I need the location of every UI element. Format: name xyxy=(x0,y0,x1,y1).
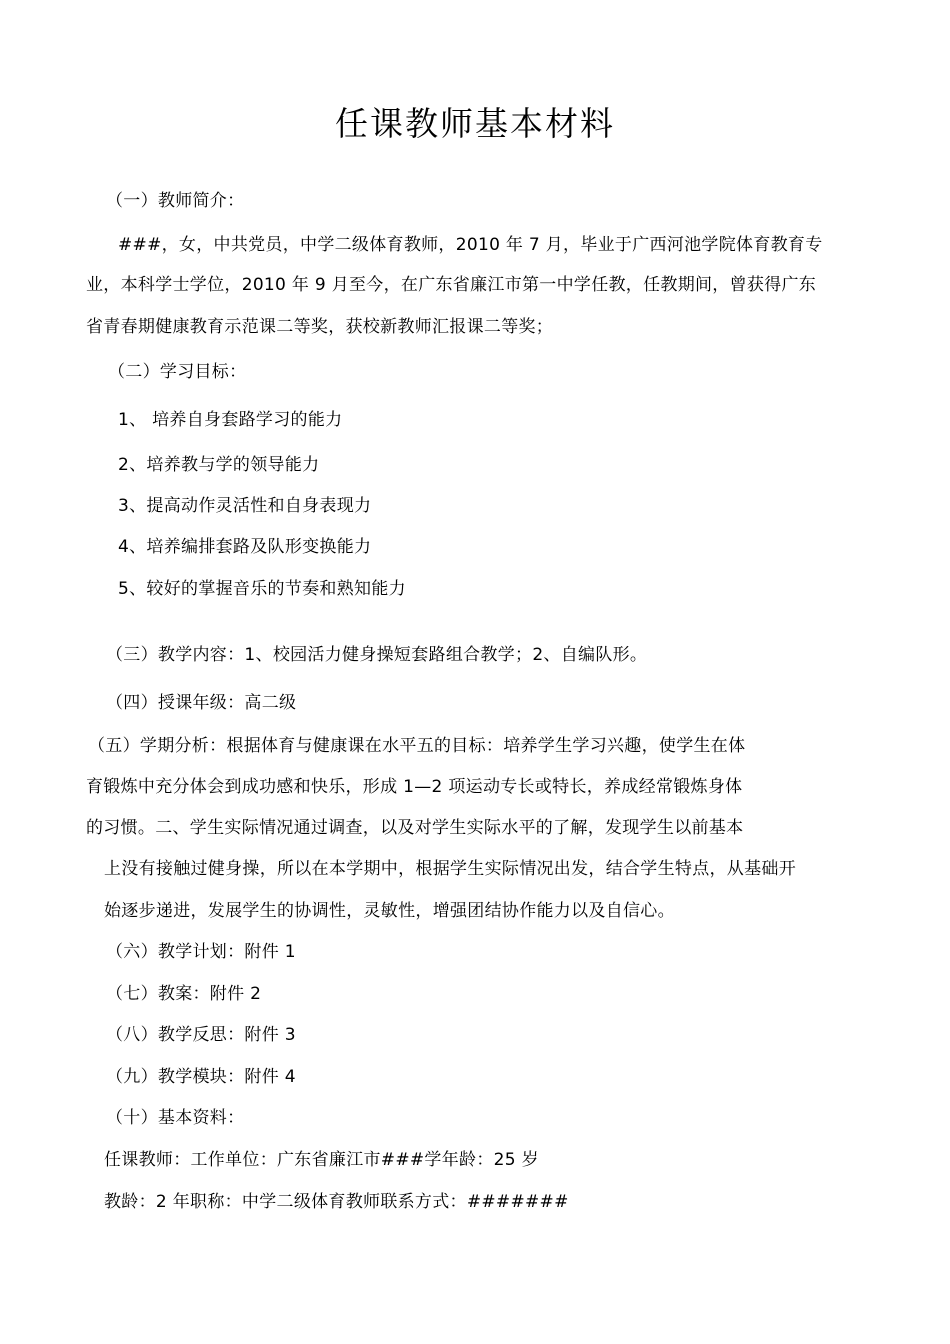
goal-item-1: 1、 培养自身套路学习的能力 xyxy=(118,410,343,430)
section-6-teaching-plan: （六）教学计划：附件 1 xyxy=(106,942,296,962)
section-9-module: （九）教学模块：附件 4 xyxy=(106,1067,296,1087)
basic-info-line-1: 任课教师：工作单位：广东省廉江市###学年龄：25 岁 xyxy=(104,1150,539,1170)
section-3-teaching-content: （三）教学内容：1、校园活力健身操短套路组合教学；2、自编队形。 xyxy=(106,645,648,665)
semester-analysis-line-3: 的习惯。二、学生实际情况通过调查，以及对学生实际水平的了解，发现学生以前基本 xyxy=(86,818,744,838)
basic-info-line-2: 教龄：2 年职称：中学二级体育教师联系方式：####### xyxy=(104,1192,569,1212)
section-4-grade: （四）授课年级：高二级 xyxy=(106,693,297,713)
section-1-heading: （一）教师简介： xyxy=(106,191,245,211)
goal-item-3: 3、提高动作灵活性和自身表现力 xyxy=(118,496,372,516)
goal-item-2: 2、培养教与学的领导能力 xyxy=(118,455,320,475)
document-title: 任课教师基本材料 xyxy=(335,104,615,143)
section-7-lesson-plan: （七）教案：附件 2 xyxy=(106,984,262,1004)
semester-analysis-line-5: 始逐步递进，发展学生的协调性，灵敏性，增强团结协作能力以及自信心。 xyxy=(104,901,675,921)
section-2-heading: （二）学习目标： xyxy=(108,362,247,382)
section-10-heading: （十）基本资料： xyxy=(106,1108,245,1128)
semester-analysis-line-4: 上没有接触过健身操，所以在本学期中，根据学生实际情况出发，结合学生特点，从基础开 xyxy=(104,859,796,879)
goal-item-4: 4、培养编排套路及队形变换能力 xyxy=(118,537,372,557)
teacher-intro-line-2: 业，本科学士学位，2010 年 9 月至今，在广东省廉江市第一中学任教，任教期间，曾获得广东 xyxy=(86,275,817,295)
semester-analysis-line-1: （五）学期分析：根据体育与健康课在水平五的目标：培养学生学习兴趣，使学生在体 xyxy=(88,736,746,756)
section-8-reflection: （八）教学反思：附件 3 xyxy=(106,1025,296,1045)
teacher-intro-line-3: 省青春期健康教育示范课二等奖，获校新教师汇报课二等奖； xyxy=(86,317,554,337)
goal-item-5: 5、较好的掌握音乐的节奏和熟知能力 xyxy=(118,579,406,599)
teacher-intro-line-1: ###，女，中共党员，中学二级体育教师，2010 年 7 月，毕业于广西河池学院体育教育专 xyxy=(118,235,823,255)
semester-analysis-line-2: 育锻炼中充分体会到成功感和快乐，形成 1—2 项运动专长或特长，养成经常锻炼身体 xyxy=(86,777,743,797)
